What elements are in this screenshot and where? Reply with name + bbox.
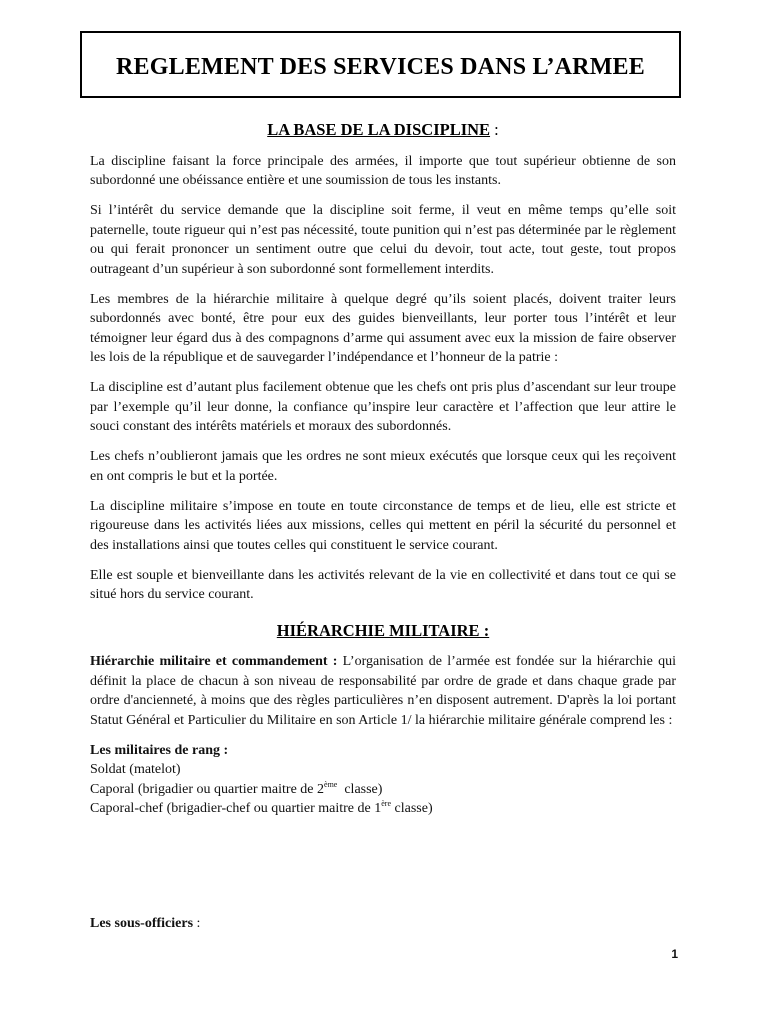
section-heading-discipline-text: LA BASE DE LA DISCIPLINE	[267, 120, 491, 139]
rang-heading: Les militaires de rang :	[90, 742, 229, 758]
paragraph: Les chefs n’oublieront jamais que les ordres ne sont mieux exécutés que lorsque ceux qui les reçoivent en ont compris le but et la portée.	[90, 449, 676, 484]
list-item-text: Caporal-chef (brigadier-chef ou quartier maitre de 1	[90, 801, 382, 816]
document-title: REGLEMENT DES SERVICES DANS L’ARMEE	[116, 54, 645, 80]
section-heading-hierarchie-text: HIÉRARCHIE MILITAIRE :	[276, 620, 490, 640]
hierarchie-intro	[90, 652, 676, 730]
section-heading-discipline	[90, 120, 676, 140]
list-item	[90, 780, 676, 800]
sous-officiers-suffix: :	[193, 916, 201, 931]
rang-list	[90, 741, 676, 819]
list-item-text: classe)	[391, 801, 433, 816]
section-heading-hierarchie	[90, 621, 676, 641]
paragraph: La discipline faisant la force principale des armées, il importe que tout supérieur obtienne de son subordonné une obéissance entière et une soumission de tous les instants.	[90, 153, 676, 188]
list-item: Soldat (matelot)	[90, 762, 181, 777]
paragraph: La discipline est d’autant plus facilement obtenue que les chefs ont pris plus d’ascendant sur leur troupe par l’exemple qu’il leur donne, la confiance qu’inspire leur caractère et l’affection que leur attire le souci constant des intérêts matériels et moraux des subordonnés.	[90, 380, 676, 434]
section-heading-discipline-suffix: :	[490, 120, 499, 139]
title-box	[80, 31, 681, 98]
paragraph: Si l’intérêt du service demande que la discipline soit ferme, il veut en même temps qu’elle soit paternelle, toute rigueur qui n’est pas nécessité, toute punition qui n’est pas déterminée par le règlement ou qui ferait prononcer un sentiment outre que celui du devoir, tout acte, tout geste, tout propos outrageant d’un supérieur à son subordonné sont formellement interdits.	[90, 203, 676, 277]
paragraph: Elle est souple et bienveillante dans les activités relevant de la vie en collectivité et dans tout ce qui se situé hors du service courant.	[90, 567, 676, 602]
paragraph: La discipline militaire s’impose en toute en toute circonstance de temps et de lieu, elle est stricte et rigoureuse dans les activités liées aux missions, celles qui mettent en péril la sécurité du personnel et des installations ainsi que toutes celles qui constituent le service courant.	[90, 498, 676, 553]
document-body	[90, 120, 676, 819]
superscript: ème	[324, 779, 338, 789]
sous-officiers-label: Les sous-officiers	[90, 916, 194, 931]
page-number: 1	[671, 947, 678, 961]
hierarchie-intro-label: Hiérarchie militaire et commandement :	[90, 654, 338, 669]
hierarchie-intro-text: L’organisation de l’armée est fondée sur la hiérarchie qui définit la place de chacun à son niveau de responsabilité par ordre de grade et dans chaque grade par ordre d'ancienneté, à moins que des règles particulières n’en disposent autrement. D'après la loi portant Statut Général et Particulier du Militaire en son Article 1/ la hiérarchie militaire générale comprend les :	[90, 654, 677, 728]
list-item-text: Caporal (brigadier ou quartier maitre de 2	[90, 781, 325, 797]
list-item-text: classe)	[337, 781, 383, 797]
superscript: ère	[381, 799, 392, 808]
sous-officiers-heading	[90, 916, 200, 932]
list-item	[90, 799, 676, 819]
paragraph: Les membres de la hiérarchie militaire à quelque degré qu’ils soient placés, doivent traiter leurs subordonnés avec bonté, être pour eux des guides bienveillants, leur porter tous l’intérêt et leur témoigner leur égard dus à des compagnons d’arme qui assument avec eux la mission de faire observer les lois de la république et de sauvegarder l’indépendance et l’honneur de la patrie :	[90, 291, 676, 365]
